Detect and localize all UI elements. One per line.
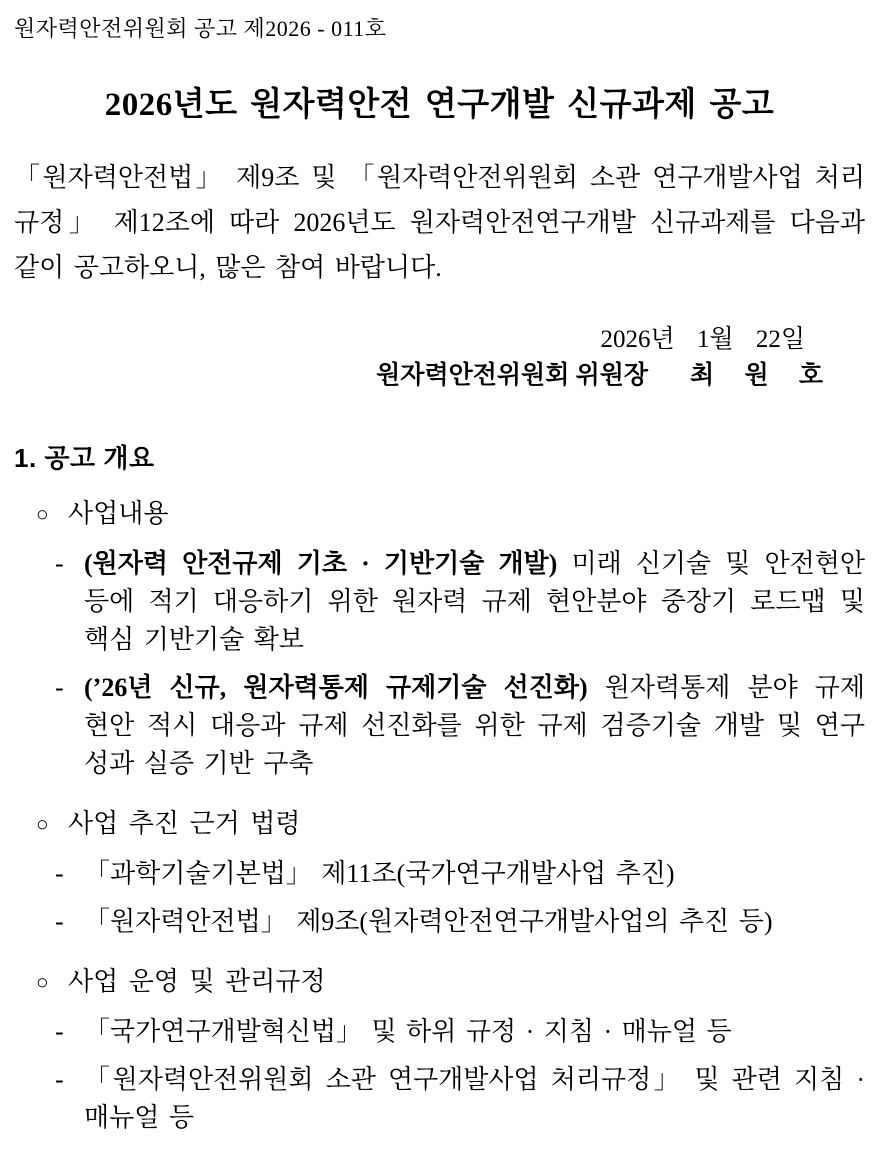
detail-item-emphasis: (’26년 신규, 원자력통제 규제기술 선진화) [84,673,588,702]
bullet-group-management-rules [14,967,865,1137]
circle-bullet-icon: ○ [36,502,49,526]
detail-item [14,1013,865,1051]
signer-title: 원자력안전위원회 위원장 [376,362,649,389]
bullet-group-label [14,499,865,529]
signer-name: 최 원 호 [690,362,823,389]
detail-item [14,903,865,941]
bullet-group-label-text: 사업 추진 근거 법령 [68,809,301,838]
detail-item [14,855,865,893]
issue-date-line [14,322,865,358]
detail-item-text: 「원자력안전위원회 소관 연구개발사업 처리규정」 및 관련 지침 · 매뉴얼 등 [84,1065,865,1132]
detail-item [14,545,865,659]
doc-number: 원자력안전위원회 공고 제2026 - 011호 [14,16,387,41]
detail-item [14,669,865,783]
detail-item-text: 원자력통제 분야 규제 현안 적시 대응과 규제 선진화를 위한 규제 검증기술 개발 및 연구 성과 실증 기반 구축 [84,673,865,778]
bullet-group-project-content [14,499,865,783]
dash-bullet-icon: - [55,1065,64,1094]
bullet-group-label-text: 사업 운영 및 관리규정 [68,967,326,996]
detail-item-emphasis: (원자력 안전규제 기초 · 기반기술 개발) [84,549,558,578]
signature-line [14,358,865,394]
section-1-heading: 1. 공고 개요 [14,443,155,473]
issue-date: 2026년 1월 22일 [600,326,805,353]
detail-item [14,1061,865,1137]
bullet-group-label-text: 사업내용 [68,499,169,528]
bullet-group-label [14,809,865,839]
circle-bullet-icon: ○ [36,970,49,994]
dash-bullet-icon: - [55,1017,64,1046]
dash-bullet-icon: - [55,859,64,888]
dash-bullet-icon: - [55,549,64,578]
intro-paragraph: 「원자력안전법」 제9조 및 「원자력안전위원회 소관 연구개발사업 처리 규정」 제12조에 따라 2026년도 원자력안전연구개발 신규과제를 다음과 같이 공고하오니, 많은 참여 바랍니다. [14,163,865,282]
detail-item-text: 「원자력안전법」 제9조(원자력안전연구개발사업의 추진 등) [84,907,773,936]
dash-bullet-icon: - [55,907,64,936]
circle-bullet-icon: ○ [36,812,49,836]
detail-item-text: 미래 신기술 및 안전현안 등에 적기 대응하기 위한 원자력 규제 현안분야 중장기 로드맵 및 핵심 기반기술 확보 [84,549,865,654]
detail-item-text: 「국가연구개발혁신법」 및 하위 규정 · 지침 · 매뉴얼 등 [84,1017,732,1046]
dash-bullet-icon: - [55,673,64,702]
detail-item-text: 「과학기술기본법」 제11조(국가연구개발사업 추진) [84,859,675,888]
bullet-group-legal-basis [14,809,865,941]
announcement-title: 2026년도 원자력안전 연구개발 신규과제 공고 [104,87,775,123]
bullet-group-label [14,967,865,997]
